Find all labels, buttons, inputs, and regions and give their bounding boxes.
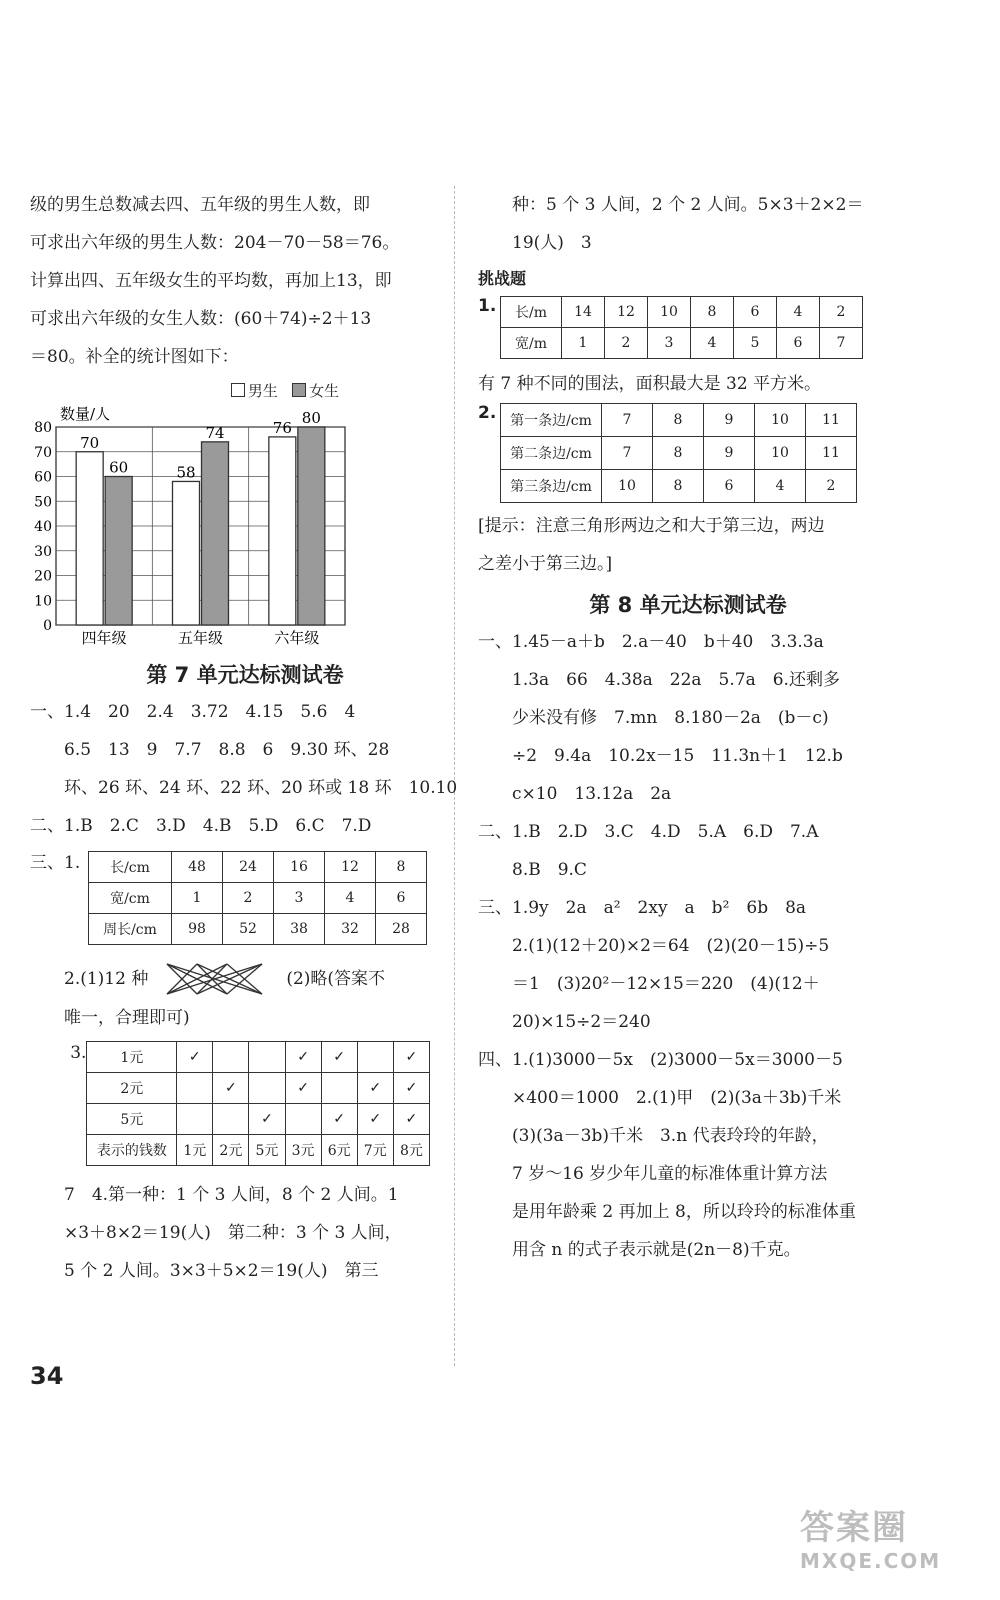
unit8-title: 第 8 单元达标测试卷	[589, 593, 787, 617]
unit8-s1-line: ÷2 9.4a 10.2x－15 11.3n＋1 12.b	[512, 746, 843, 766]
table-row	[501, 328, 863, 359]
unit8-s2-line: 8.B 9.C	[512, 860, 587, 880]
table-cell: 52	[223, 914, 274, 945]
table-cell: ✓	[393, 1042, 429, 1073]
table-cell: 10	[755, 404, 806, 437]
hint-line: 之差小于第三边。]	[478, 554, 613, 574]
page-number: 34	[30, 1362, 64, 1390]
unit7-s3-label: 三、1.	[30, 853, 81, 873]
unit8-s4-line: 是用年龄乘 2 再加上 8，所以玲玲的标准体重	[512, 1202, 856, 1222]
y-tick-label: 80	[34, 420, 52, 436]
table-cell: 11	[806, 437, 857, 470]
table-cell: 6元	[321, 1135, 357, 1166]
bar-female	[105, 477, 132, 626]
table-cell: 98	[172, 914, 223, 945]
table-cell	[321, 1073, 357, 1104]
data-label: 58	[176, 463, 196, 482]
table-cell: 6	[376, 883, 427, 914]
unit8-s3-line: 20)×15÷2＝240	[512, 1012, 651, 1032]
table-row	[89, 914, 427, 945]
intro-line: 可求出六年级的女生人数：(60＋74)÷2＋13	[30, 309, 372, 329]
unit8-s1-line: 少米没有修 7.mn 8.180－2a (b－c)	[512, 708, 829, 728]
unit7-table-money	[86, 1041, 430, 1166]
unit8-s3-line: 2.(1)(12＋20)×2＝64 (2)(20－15)÷5	[512, 936, 830, 956]
table-cell: 7	[602, 404, 653, 437]
right-cont-line: 种：5 个 3 人间，2 个 2 人间。5×3＋2×2＝	[512, 195, 864, 215]
table-cell	[249, 1042, 285, 1073]
unit8-s1-line: 1.3a 66 4.38a 22a 5.7a 6.还剩多	[512, 670, 840, 690]
intro-line: ＝80。补全的统计图如下：	[30, 347, 239, 367]
table-cell: ✓	[177, 1042, 213, 1073]
legend-female-swatch	[292, 383, 306, 397]
table-cell: 1元	[177, 1135, 213, 1166]
unit7-q3-label: 3.	[70, 1043, 87, 1063]
table-cell: 3	[274, 883, 325, 914]
table-row	[87, 1104, 430, 1135]
unit8-s1-line: c×10 13.12a 2a	[512, 784, 672, 804]
unit7-q2-text: 2.(1)12 种	[64, 969, 149, 989]
table-cell: 10	[602, 470, 653, 503]
table-cell: ✓	[393, 1073, 429, 1104]
unit8-s4-line: (3)(3a－3b)千米 3.n 代表玲玲的年龄，	[512, 1126, 829, 1146]
table-row	[501, 437, 857, 470]
table-cell	[249, 1073, 285, 1104]
challenge-q1-answer: 有 7 种不同的围法，面积最大是 32 平方米。	[478, 374, 822, 394]
table-cell	[213, 1104, 249, 1135]
table-cell: ✓	[393, 1104, 429, 1135]
unit7-q1	[30, 851, 430, 945]
unit8-s4-line: 四、1.(1)3000－5x (2)3000－5x＝3000－5	[478, 1050, 843, 1070]
table-cell: 6	[704, 470, 755, 503]
table-cell	[285, 1104, 321, 1135]
table-row	[87, 1073, 430, 1104]
table-row-label: 长/m	[501, 297, 562, 328]
data-label: 80	[301, 409, 321, 427]
table-cell: 9	[704, 437, 755, 470]
challenge-heading: 挑战题	[478, 269, 527, 288]
table-cell: 3元	[285, 1135, 321, 1166]
table-row-label: 2元	[87, 1073, 177, 1104]
table-cell: 5元	[249, 1135, 285, 1166]
unit8-s1-line: 一、1.45－a＋b 2.a－40 b＋40 3.3.3a	[478, 632, 824, 652]
bar-female	[298, 427, 325, 625]
challenge-table-triangle	[500, 403, 857, 503]
unit7-s1-line: 6.5 13 9 7.7 8.8 6 9.30 环、28	[64, 740, 390, 760]
table-cell: 6	[734, 297, 777, 328]
table-cell: 4	[325, 883, 376, 914]
data-label: 74	[205, 423, 225, 442]
table-row-label: 5元	[87, 1104, 177, 1135]
x-tick-label: 四年级	[81, 629, 127, 647]
unit7-tail-line: 5 个 2 人间。3×3＋5×2＝19(人) 第三	[64, 1261, 379, 1281]
watermark-url: MXQE.COM	[800, 1549, 942, 1573]
table-cell: 5	[734, 328, 777, 359]
table-cell: 9	[704, 404, 755, 437]
table-cell: 2元	[213, 1135, 249, 1166]
table-row-label: 长/cm	[89, 852, 172, 883]
table-cell: 1	[172, 883, 223, 914]
table-row-label: 宽/cm	[89, 883, 172, 914]
table-cell: 2	[605, 328, 648, 359]
table-row	[501, 404, 857, 437]
y-tick-label: 20	[34, 568, 52, 585]
table-row	[89, 883, 427, 914]
challenge-q2	[478, 403, 898, 503]
table-cell: 38	[274, 914, 325, 945]
table-cell: 4	[691, 328, 734, 359]
intro-line: 可求出六年级的男生人数：204－70－58＝76。	[30, 233, 400, 253]
bar-chart	[30, 403, 430, 653]
table-row	[89, 852, 427, 883]
unit7-tail-line: 7 4.第一种：1 个 3 人间，8 个 2 人间。1	[64, 1185, 399, 1205]
bar-female	[202, 442, 229, 625]
table-cell: 7	[602, 437, 653, 470]
unit7-q2-text: 唯一，合理即可)	[64, 1008, 190, 1028]
table-cell: 12	[325, 852, 376, 883]
table-cell: 10	[648, 297, 691, 328]
table-cell: ✓	[213, 1073, 249, 1104]
unit8-s3-line: 三、1.9y 2a a² 2xy a b² 6b 8a	[478, 898, 807, 918]
table-cell: 8	[376, 852, 427, 883]
challenge-q1-num: 1.	[478, 296, 497, 316]
table-cell: 7元	[357, 1135, 393, 1166]
table-cell: 10	[755, 437, 806, 470]
table-row-label: 第三条边/cm	[501, 470, 602, 503]
table-cell: ✓	[285, 1073, 321, 1104]
y-tick-label: 40	[34, 519, 52, 535]
unit7-s1-line: 一、1.4 20 2.4 3.72 4.15 5.6 4	[30, 702, 356, 722]
table-row	[501, 297, 863, 328]
challenge-q2-num: 2.	[478, 403, 497, 423]
unit7-q3	[30, 1041, 430, 1166]
table-cell: 14	[562, 297, 605, 328]
table-cell: 3	[648, 328, 691, 359]
table-cell: 11	[806, 404, 857, 437]
legend-male-swatch	[231, 383, 245, 397]
intro-line: 计算出四、五年级女生的平均数，再加上13，即	[30, 271, 392, 291]
table-row	[87, 1042, 430, 1073]
table-cell: 4	[777, 297, 820, 328]
y-tick-label: 30	[34, 543, 52, 560]
bar-male	[76, 452, 103, 625]
table-cell: 2	[223, 883, 274, 914]
watermark	[800, 1500, 941, 1573]
unit7-q2	[30, 959, 430, 999]
y-tick-label: 60	[34, 469, 52, 486]
table-cell: ✓	[285, 1042, 321, 1073]
challenge-q1	[478, 296, 898, 359]
table-row-label: 第一条边/cm	[501, 404, 602, 437]
y-axis-label: 数量/人	[60, 405, 111, 423]
table-cell: 32	[325, 914, 376, 945]
table-row-label: 第二条边/cm	[501, 437, 602, 470]
data-label: 60	[109, 458, 129, 477]
hint-line: [提示：注意三角形两边之和大于第三边，两边	[478, 516, 825, 536]
unit8-s4-line: ×400＝1000 2.(1)甲 (2)(3a＋3b)千米	[512, 1088, 842, 1108]
unit8-s4-line: 用含 n 的式子表示就是(2n－8)千克。	[512, 1240, 801, 1260]
table-row-label: 周长/cm	[89, 914, 172, 945]
unit7-table-rectangles	[88, 851, 427, 945]
legend-female-label: 女生	[309, 382, 340, 400]
left-column	[30, 186, 458, 1290]
unit8-s2-line: 二、1.B 2.D 3.C 4.D 5.A 6.D 7.A	[478, 822, 819, 842]
table-cell	[177, 1073, 213, 1104]
x-tick-label: 五年级	[177, 629, 224, 647]
y-tick-label: 50	[34, 494, 52, 511]
table-cell: 28	[376, 914, 427, 945]
table-cell: ✓	[321, 1104, 357, 1135]
table-cell	[213, 1042, 249, 1073]
y-tick-label: 0	[43, 618, 52, 634]
table-cell: 2	[806, 470, 857, 503]
right-column	[478, 186, 898, 1269]
legend-male-label: 男生	[247, 382, 278, 400]
handshake-diagram	[162, 959, 272, 999]
table-cell: 12	[605, 297, 648, 328]
watermark-logo-text: 答案圈	[800, 1508, 908, 1548]
table-cell: 16	[274, 852, 325, 883]
table-row-label: 1元	[87, 1042, 177, 1073]
unit7-s1-line: 环、26 环、24 环、22 环、20 环或 18 环 10.10	[64, 778, 458, 798]
table-row-label: 表示的钱数	[87, 1135, 177, 1166]
table-cell: ✓	[249, 1104, 285, 1135]
unit8-s4-line: 7 岁～16 岁少年儿童的标准体重计算方法	[512, 1164, 828, 1184]
table-cell	[177, 1104, 213, 1135]
data-label: 70	[80, 433, 100, 452]
table-row-label: 宽/m	[501, 328, 562, 359]
table-cell: 6	[777, 328, 820, 359]
table-cell: 1	[562, 328, 605, 359]
y-tick-label: 10	[34, 593, 52, 610]
x-tick-label: 六年级	[274, 629, 320, 647]
table-cell: ✓	[357, 1073, 393, 1104]
table-row	[87, 1135, 430, 1166]
data-label: 76	[272, 418, 292, 437]
intro-line: 级的男生总数减去四、五年级的男生人数，即	[30, 195, 370, 215]
y-tick-label: 70	[34, 444, 52, 461]
table-row	[501, 470, 857, 503]
bar-male	[269, 437, 296, 625]
unit8-s3-line: ＝1 (3)20²－12×15＝220 (4)(12＋	[512, 974, 820, 994]
table-cell: 7	[820, 328, 863, 359]
table-cell: 8	[653, 470, 704, 503]
table-cell: 48	[172, 852, 223, 883]
table-cell: ✓	[357, 1104, 393, 1135]
table-cell: 24	[223, 852, 274, 883]
unit7-tail-line: ×3＋8×2＝19(人) 第二种：3 个 3 人间，	[64, 1223, 402, 1243]
unit7-q2-text: (2)略(答案不	[286, 969, 386, 989]
table-cell	[357, 1042, 393, 1073]
challenge-table-fence	[500, 296, 863, 359]
unit7-s2-line: 二、1.B 2.C 3.D 4.B 5.D 6.C 7.D	[30, 816, 372, 836]
table-cell: 8	[653, 437, 704, 470]
table-cell: 8元	[393, 1135, 429, 1166]
table-cell: 2	[820, 297, 863, 328]
table-cell: 8	[653, 404, 704, 437]
right-cont-line: 19(人) 3	[512, 233, 592, 253]
table-cell: 8	[691, 297, 734, 328]
chart-legend	[30, 380, 430, 401]
bar-male	[173, 481, 200, 625]
table-cell: 4	[755, 470, 806, 503]
table-cell: ✓	[321, 1042, 357, 1073]
unit7-title: 第 7 单元达标测试卷	[146, 663, 344, 687]
